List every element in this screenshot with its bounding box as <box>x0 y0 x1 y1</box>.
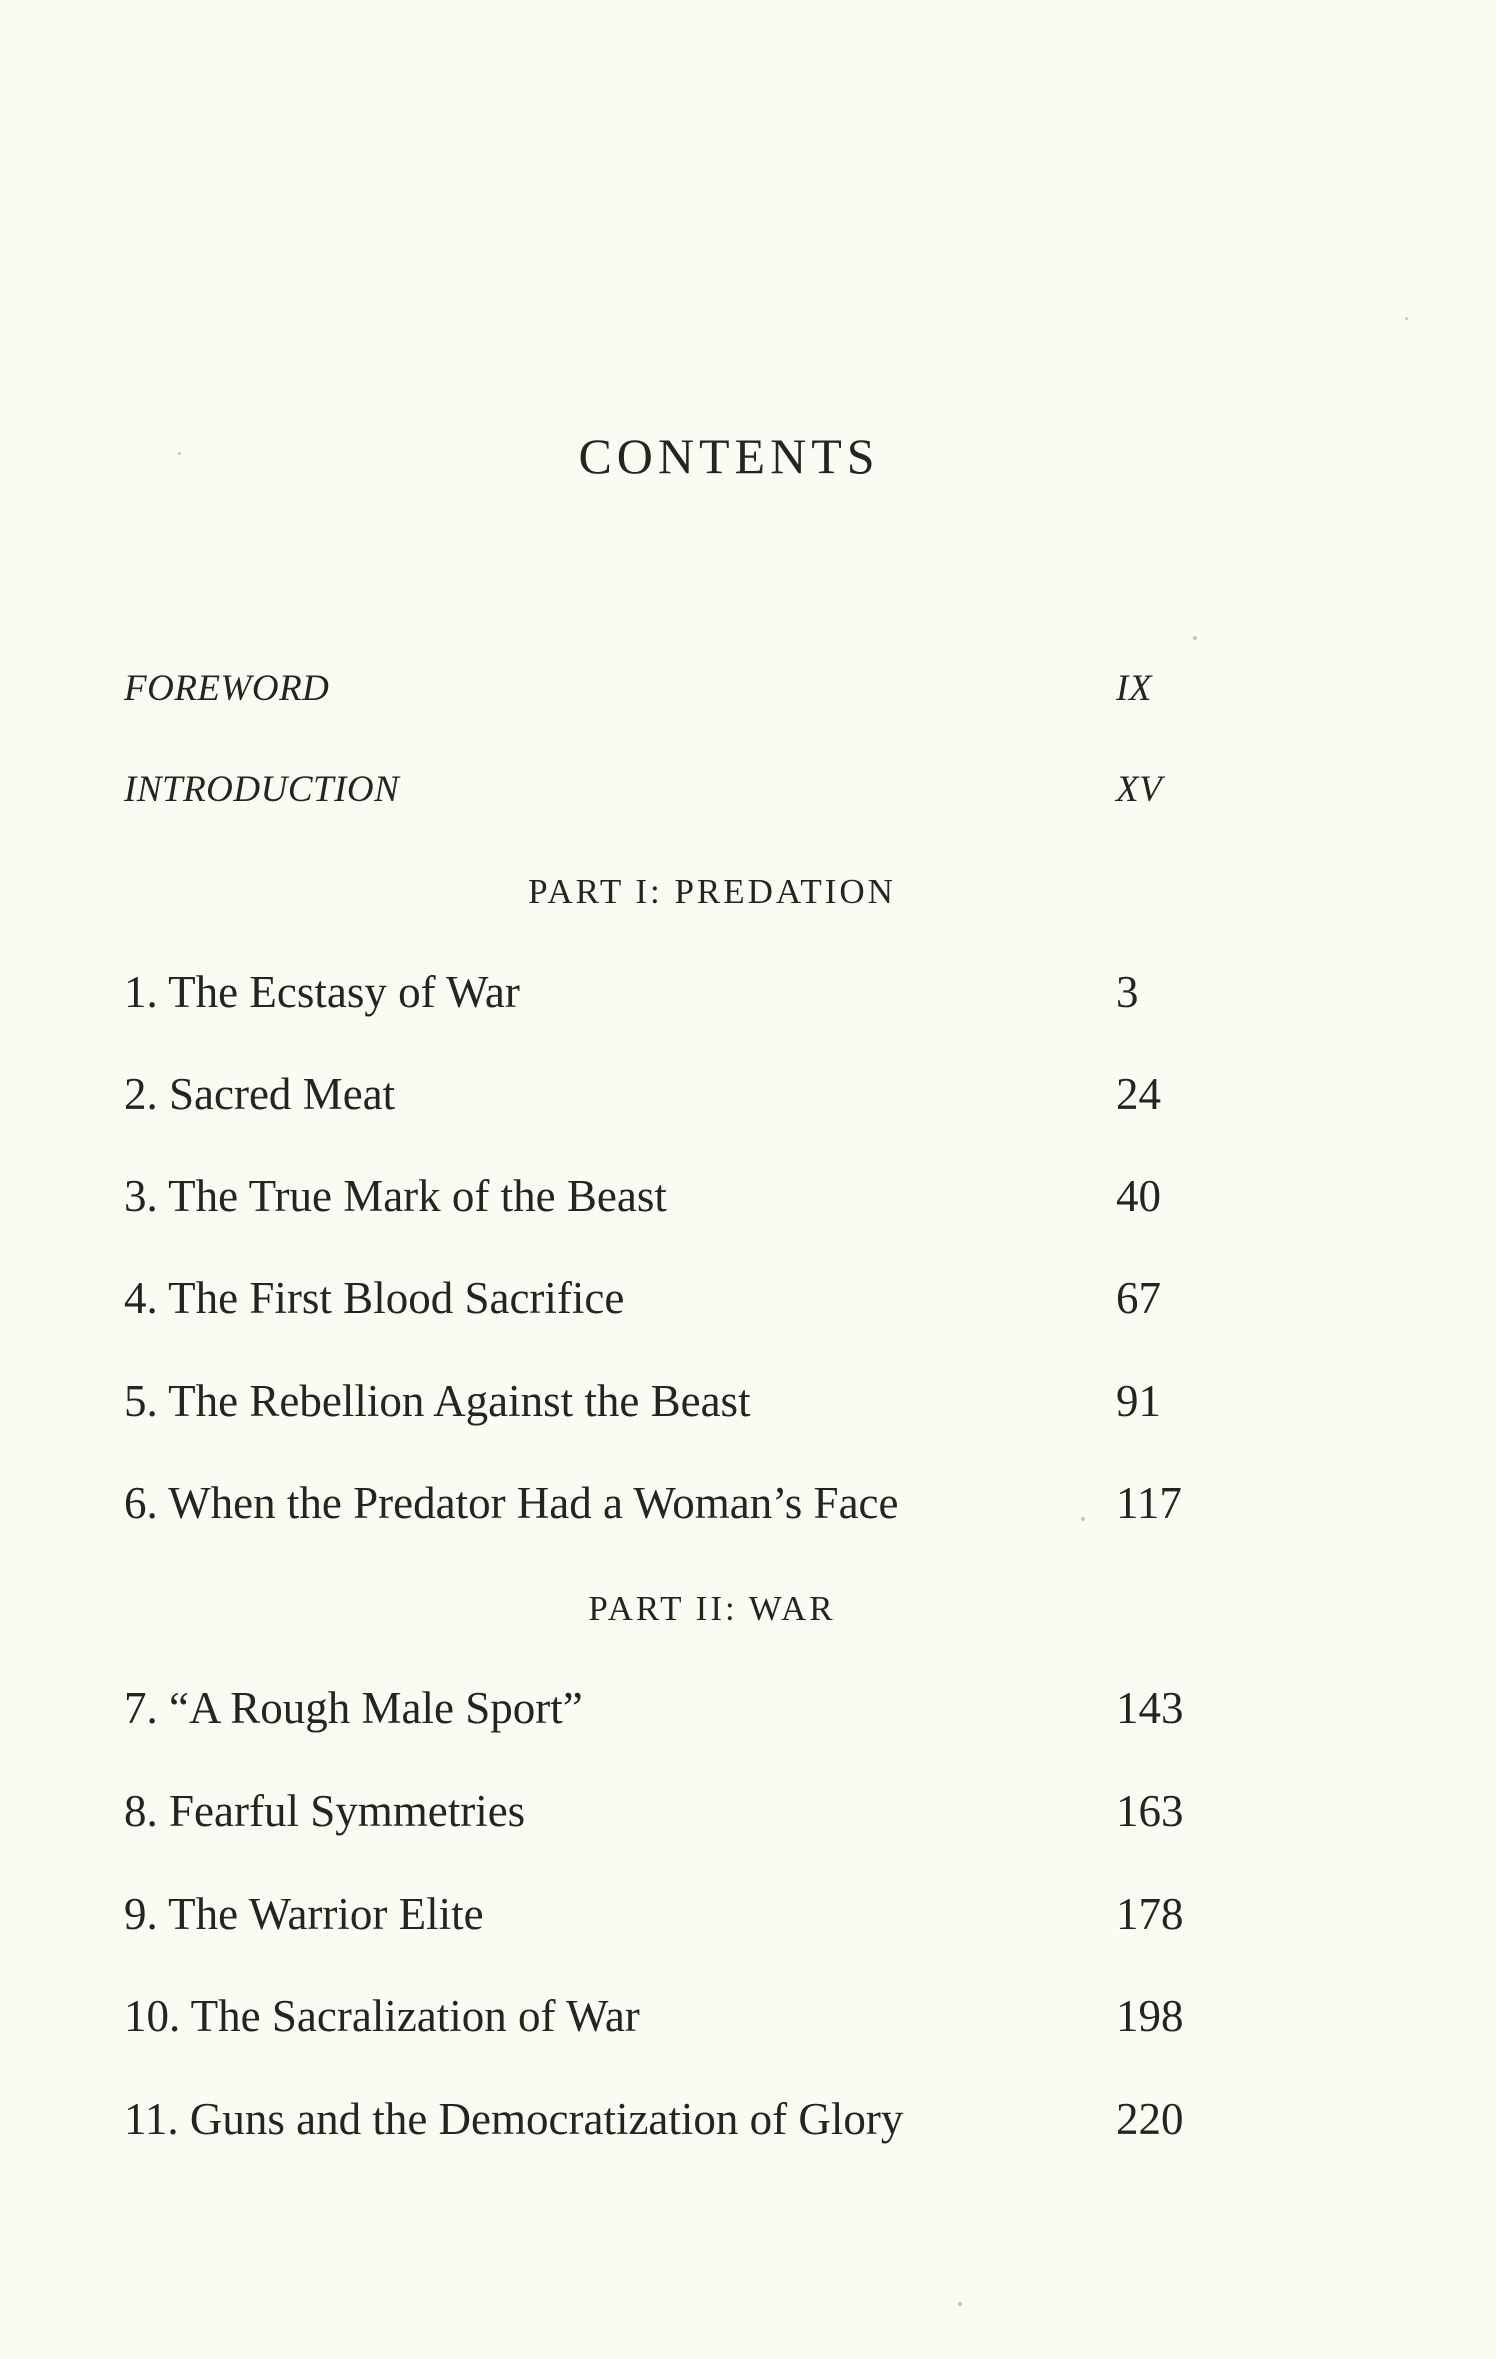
paper-speck <box>958 2302 962 2306</box>
toc-entry-label: 11. Guns and the Democratization of Glory <box>124 2094 904 2144</box>
toc-entry-introduction[interactable] <box>124 765 1200 825</box>
toc-entry-label: 10. The Sacralization of War <box>124 1991 640 2041</box>
contents-heading: CONTENTS <box>578 428 880 484</box>
toc-entry-label: 8. Fearful Symmetries <box>124 1786 526 1836</box>
toc-entry-chapter[interactable] <box>124 1678 1200 1738</box>
toc-entry-chapter[interactable] <box>124 2089 1200 2149</box>
toc-entry-label: 3. The True Mark of the Beast <box>124 1171 667 1221</box>
toc-entry-page: 220 <box>1116 2094 1184 2144</box>
toc-entry-page: 117 <box>1116 1478 1182 1528</box>
toc-entry-label: 5. The Rebellion Against the Beast <box>124 1376 751 1426</box>
toc-entry-label: 2. Sacred Meat <box>124 1069 396 1119</box>
toc-entry-chapter[interactable] <box>124 962 1200 1022</box>
toc-entry-page: 178 <box>1116 1889 1184 1939</box>
toc-entry-page: 24 <box>1116 1069 1161 1119</box>
paper-speck <box>1405 317 1408 320</box>
toc-entry-page: 40 <box>1116 1171 1161 1221</box>
paper-speck <box>1193 636 1197 640</box>
toc-entry-page: 91 <box>1116 1376 1161 1426</box>
toc-entry-chapter[interactable] <box>124 1371 1200 1431</box>
toc-entry-label: 1. The Ecstasy of War <box>124 967 520 1017</box>
toc-entry-page: IX <box>1116 668 1152 709</box>
toc-entry-page: 163 <box>1116 1786 1184 1836</box>
toc-entry-label: FOREWORD <box>124 668 330 709</box>
part-heading: PART I: PREDATION <box>528 872 896 911</box>
toc-entry-foreword[interactable] <box>124 664 1200 724</box>
toc-entry-page: 143 <box>1116 1683 1184 1733</box>
toc-entry-page: 198 <box>1116 1991 1184 2041</box>
toc-entry-chapter[interactable] <box>124 1166 1200 1226</box>
toc-entry-label: 7. “A Rough Male Sport” <box>124 1683 583 1733</box>
toc-entry-chapter[interactable] <box>124 1268 1200 1328</box>
toc-entry-chapter[interactable] <box>124 1986 1200 2046</box>
toc-entry-chapter[interactable] <box>124 1781 1200 1841</box>
toc-entry-label: 6. When the Predator Had a Woman’s Face <box>124 1478 899 1528</box>
toc-entry-label: INTRODUCTION <box>124 769 400 810</box>
toc-entry-chapter[interactable] <box>124 1473 1200 1533</box>
part-heading: PART II: WAR <box>588 1589 836 1628</box>
toc-entry-chapter[interactable] <box>124 1064 1200 1124</box>
toc-entry-page: XV <box>1116 769 1163 810</box>
toc-entry-label: 4. The First Blood Sacrifice <box>124 1273 625 1323</box>
toc-entry-label: 9. The Warrior Elite <box>124 1889 484 1939</box>
toc-entry-page: 67 <box>1116 1273 1161 1323</box>
toc-entry-page: 3 <box>1116 967 1139 1017</box>
toc-entry-chapter[interactable] <box>124 1884 1200 1944</box>
